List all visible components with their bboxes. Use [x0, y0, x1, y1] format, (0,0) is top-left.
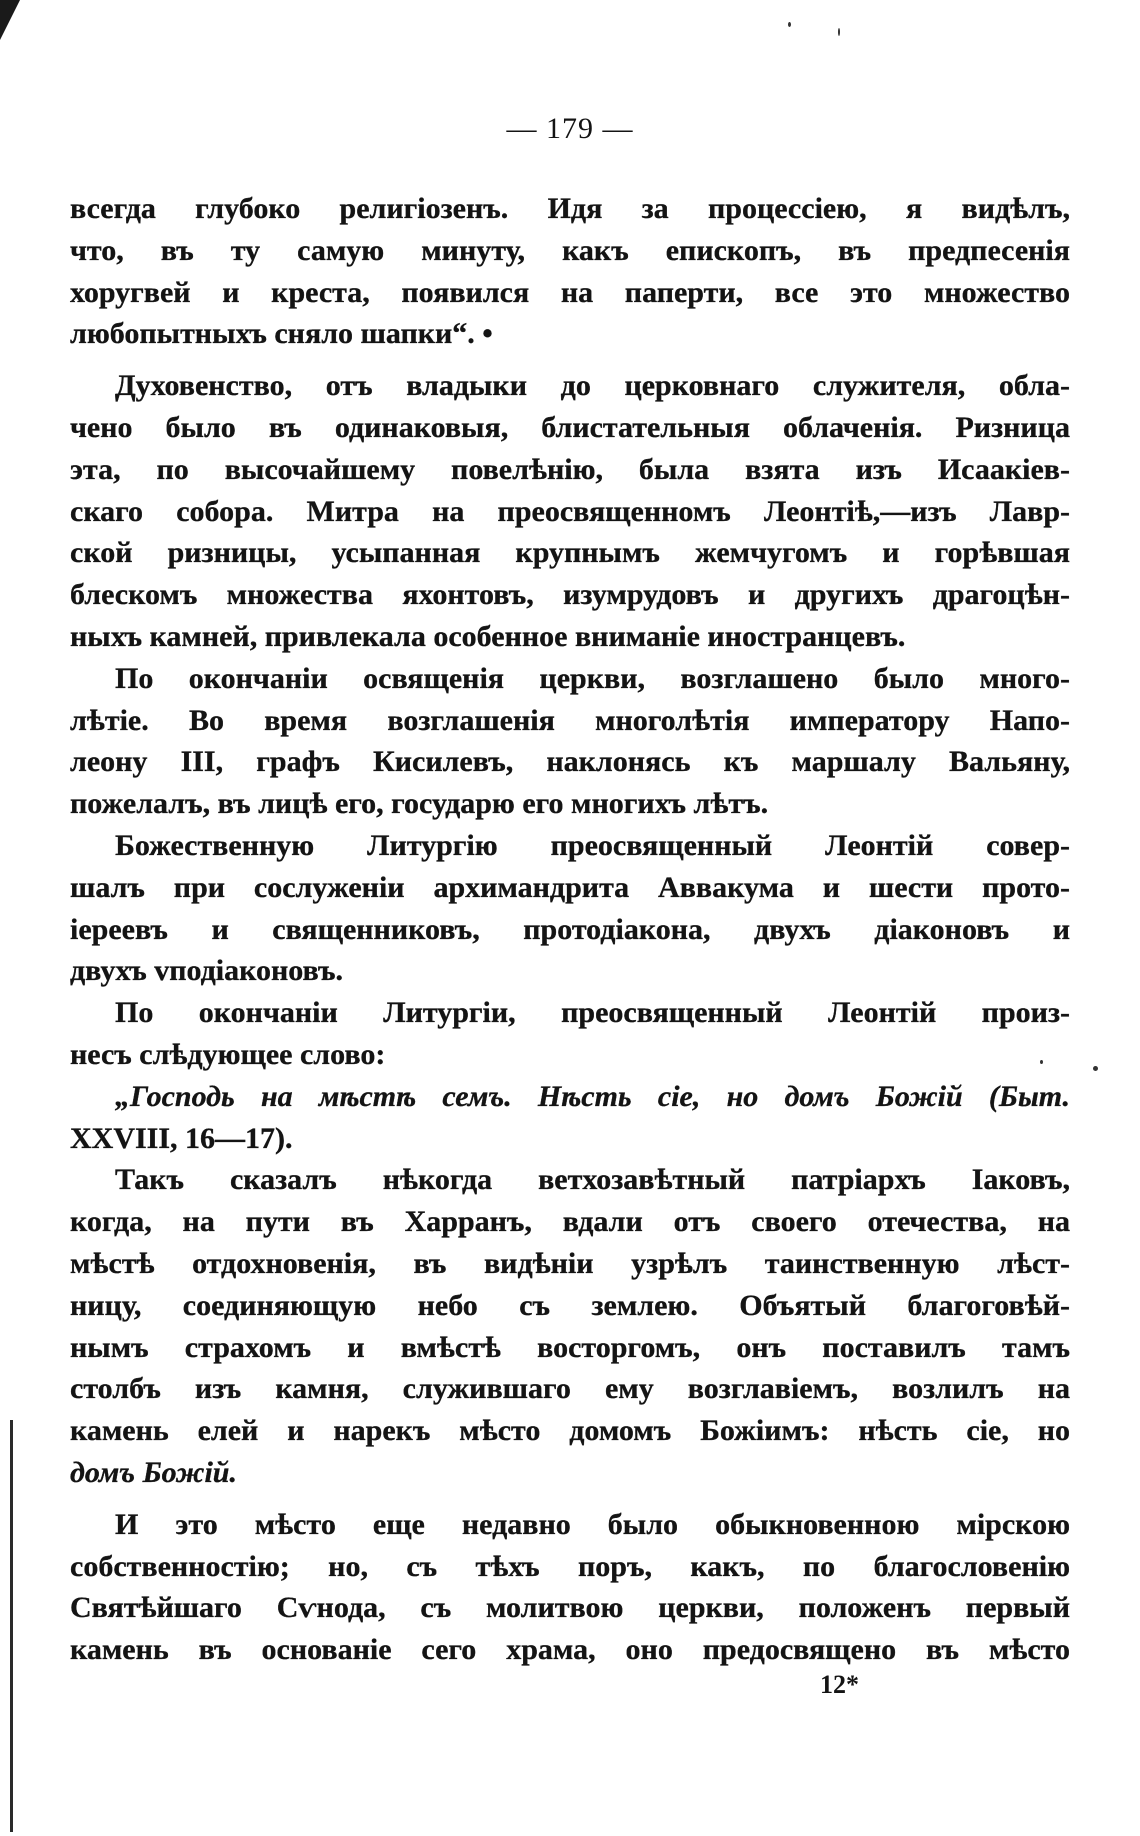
text-line: По окончаніи Литургіи, преосвященный Леонтій произ-	[115, 996, 1070, 1030]
text-line: XXVIII, 16—17).	[70, 1121, 293, 1155]
text-line: іереевъ и священниковъ, протодіакона, двухъ діаконовъ и	[70, 912, 1070, 946]
scan-edge-line	[10, 1420, 13, 1832]
text-line: мѣстѣ отдохновенія, въ видѣніи узрѣлъ таинственную лѣст-	[70, 1246, 1070, 1280]
scripture-quote-line: „Господь на мѣстѣ семъ. Нѣсть сіе, но домъ Божій (Быт.	[115, 1079, 1070, 1113]
scan-speck	[838, 28, 840, 36]
text-line: нымъ страхомъ и вмѣстѣ восторгомъ, онъ поставилъ тамъ	[70, 1330, 1070, 1364]
text-line: По окончаніи освященія церкви, возглашено было много-	[115, 661, 1070, 695]
text-line: скаго собора. Митра на преосвященномъ Леонтіѣ,—изъ Лавр-	[70, 494, 1070, 528]
page-number: — 179 —	[506, 112, 634, 145]
text-line: Духовенство, отъ владыки до церковнаго служителя, обла-	[115, 369, 1070, 403]
text-line: камень елей и нарекъ мѣсто домомъ Божіимъ: нѣсть сіе, но	[70, 1414, 1070, 1448]
text-line: эта, по высочайшему повелѣнію, была взята изъ Исаакіев-	[70, 452, 1070, 486]
text-line: ныхъ камней, привлекала особенное вниманіе иностранцевъ.	[70, 619, 906, 653]
text-line: домъ Божій.	[70, 1455, 237, 1489]
text-line: лѣтіе. Во время возглашенія многолѣтія императору Напо-	[70, 703, 1070, 737]
signature-mark: 12*	[820, 1670, 859, 1699]
text-line: Такъ сказалъ нѣкогда ветхозавѣтный патріархъ Іаковъ,	[115, 1163, 1070, 1197]
scan-speck	[1093, 1066, 1098, 1071]
text-line: шалъ при сослуженіи архимандрита Аввакума и шести прото-	[70, 870, 1070, 904]
text-line: хоругвей и креста, появился на паперти, все это множество	[70, 275, 1070, 309]
text-line: леону III, графъ Кисилевъ, наклонясь къ маршалу Вальяну,	[70, 745, 1070, 779]
text-line: ской ризницы, усыпанная крупнымъ жемчугомъ и горѣвшая	[70, 536, 1070, 570]
text-line: блескомъ множества яхонтовъ, изумрудовъ и другихъ драгоцѣн-	[70, 578, 1070, 612]
text-line: пожелалъ, въ лицѣ его, государю его многихъ лѣтъ.	[70, 787, 769, 821]
text-line: собственностію; но, съ тѣхъ поръ, какъ, по благословенію	[70, 1549, 1070, 1583]
text-line: несъ слѣдующее слово:	[70, 1037, 386, 1071]
text-line: всегда глубоко религіозенъ. Идя за процессіею, я видѣлъ,	[70, 192, 1070, 225]
scan-corner-mark	[0, 0, 20, 40]
text-line: камень въ основаніе сего храма, оно предосвящено въ мѣсто	[70, 1633, 1070, 1667]
text-line: любопытныхъ сняло шапки“. •	[70, 317, 493, 351]
text-line: ницу, соединяющую небо съ землею. Объятый благоговѣй-	[70, 1288, 1070, 1322]
body-text	[70, 188, 1070, 1671]
scan-speck	[788, 22, 791, 27]
text-line: И это мѣсто еще недавно было обыкновенною мірскою	[115, 1507, 1070, 1541]
text-line: двухъ vподіаконовъ.	[70, 954, 344, 988]
text-line: что, въ ту самую минуту, какъ епископъ, въ предпесенія	[70, 233, 1070, 267]
text-line: Святѣйшаго Сѵнода, съ молитвою церкви, положенъ первый	[70, 1591, 1070, 1625]
text-line: когда, на пути въ Харранъ, вдали отъ своего отечества, на	[70, 1205, 1070, 1239]
text-line: Божественную Литургію преосвященный Леонтій совер-	[115, 828, 1070, 862]
text-line: столбъ изъ камня, служившаго ему возглавіемъ, возлилъ на	[70, 1372, 1070, 1406]
text-line: чено было въ одинаковыя, блистательныя облаченія. Ризница	[70, 410, 1070, 444]
